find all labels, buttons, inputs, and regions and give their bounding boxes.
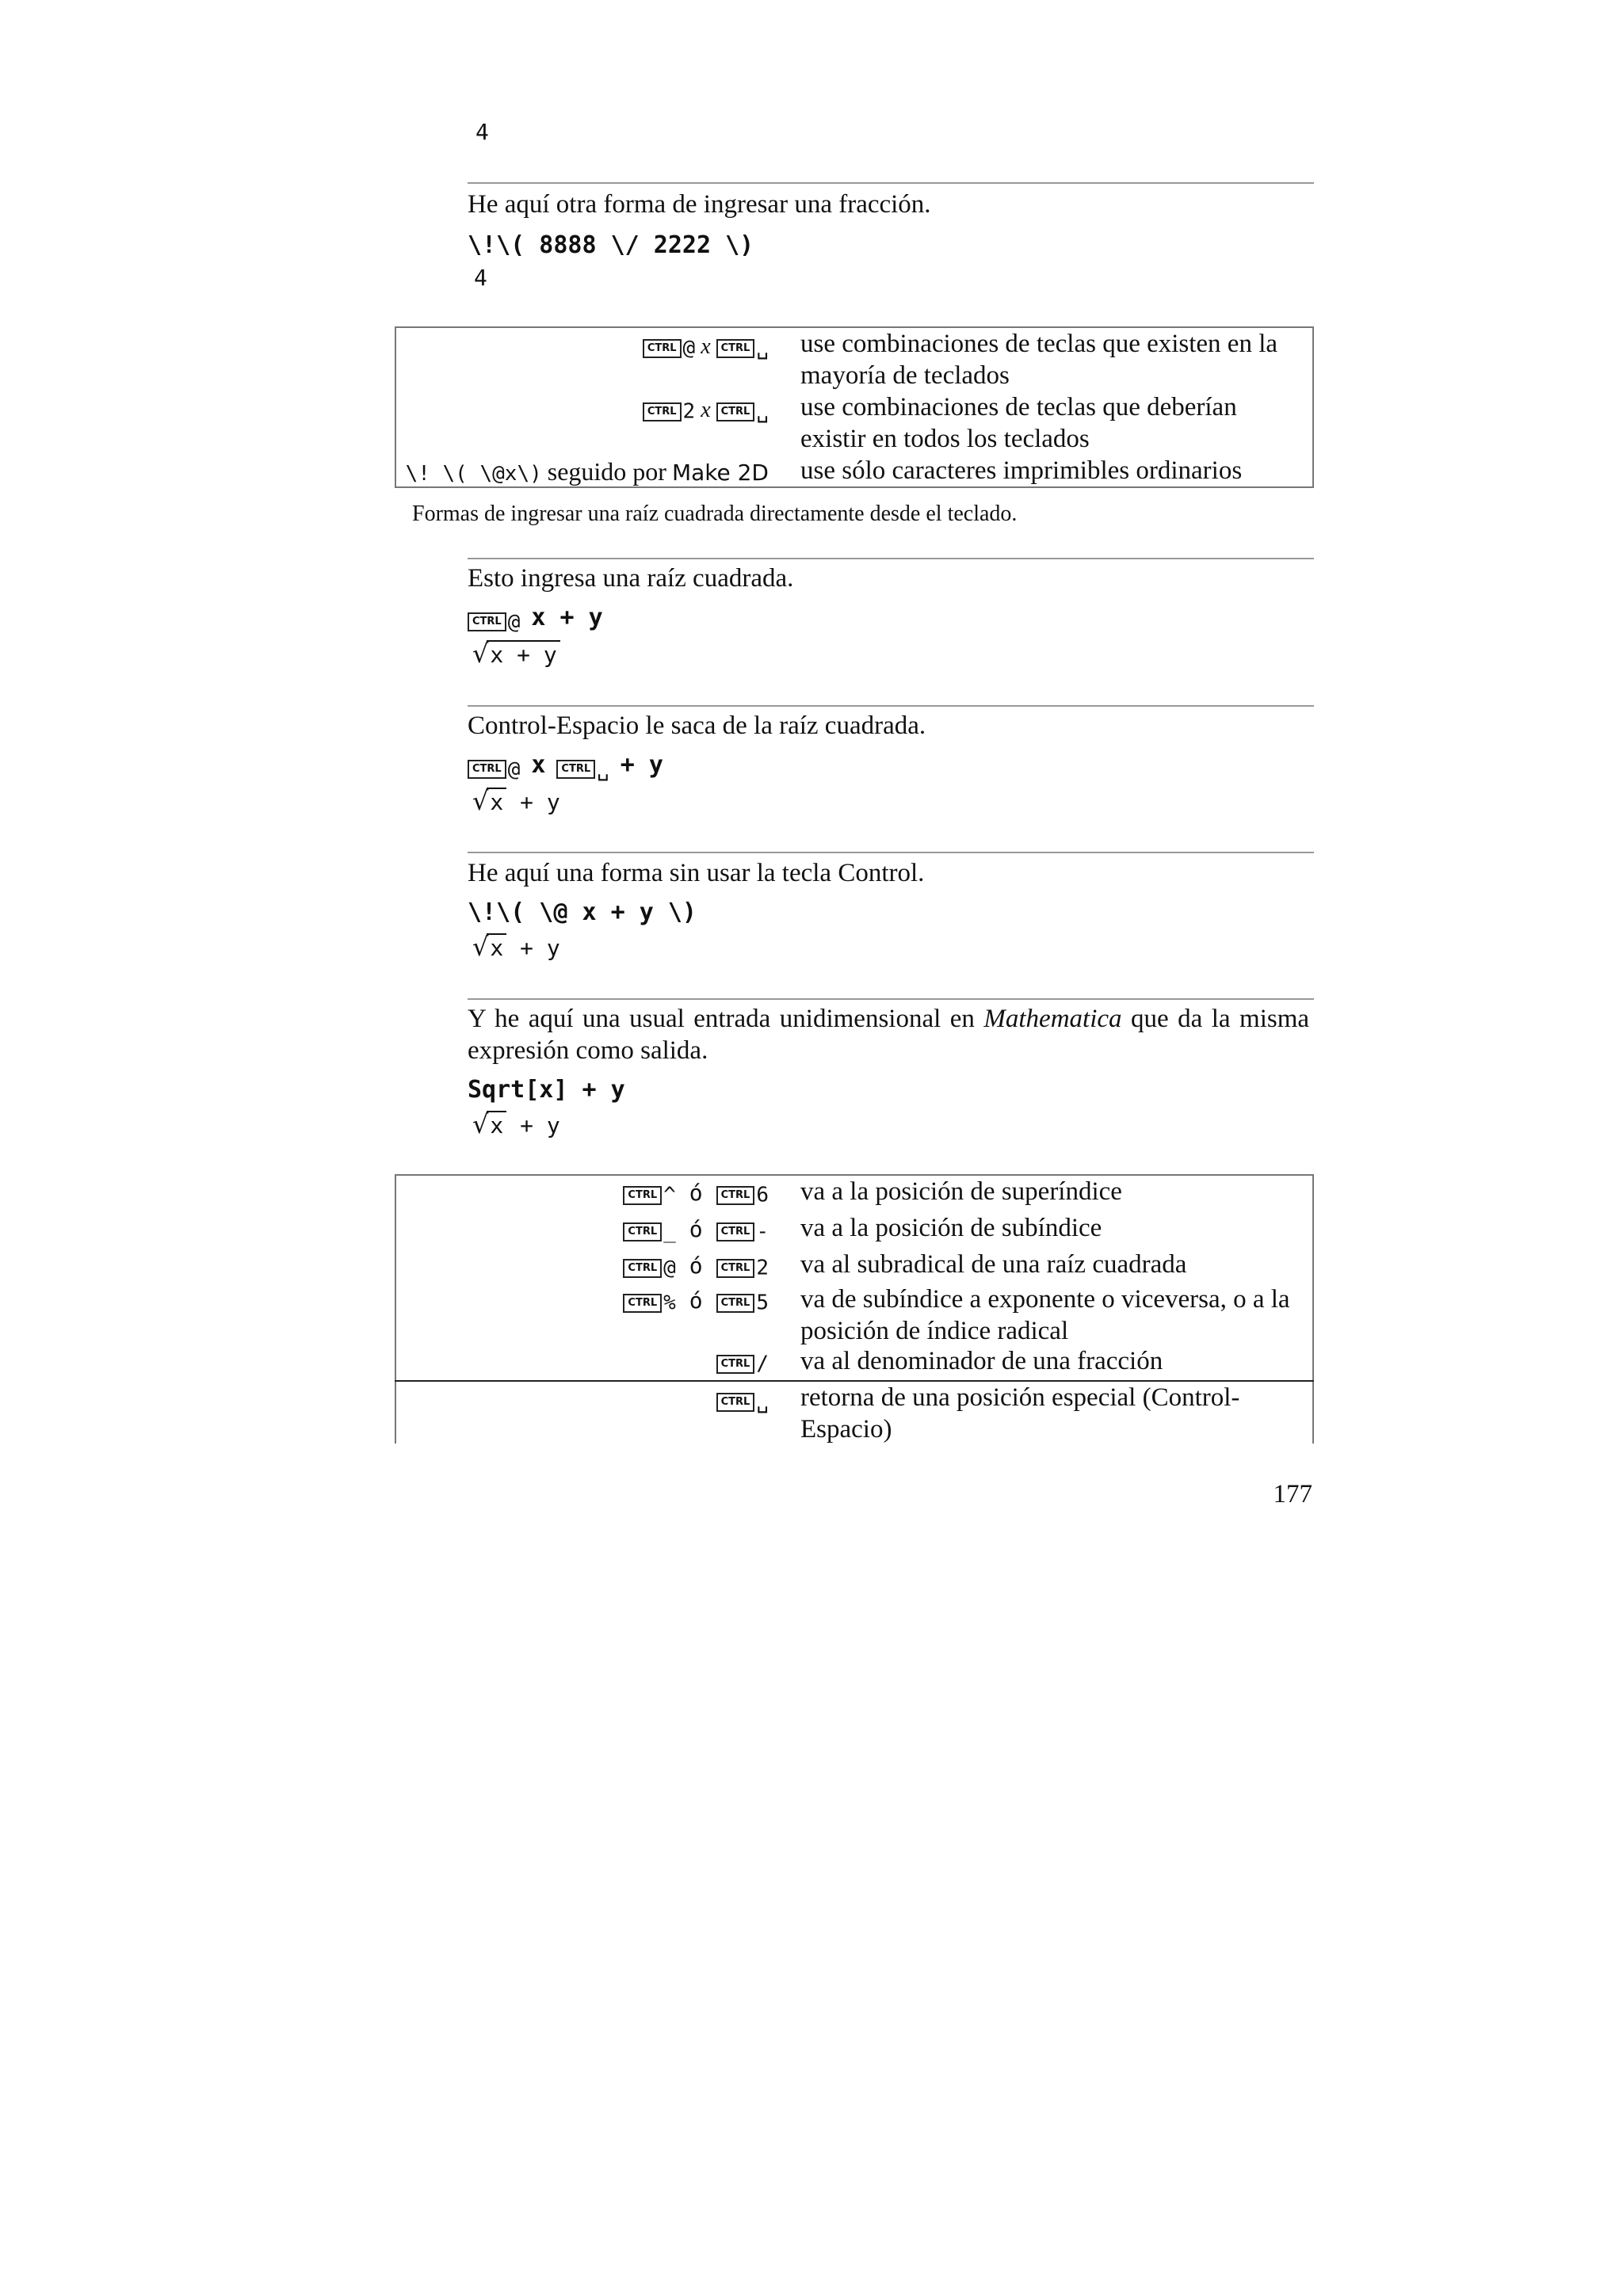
radicand: x + y (487, 640, 559, 668)
radicand: x (487, 1111, 506, 1138)
cell-text: He aquí otra forma de ingresar una fracción. (468, 190, 931, 219)
nav-keys (404, 1285, 769, 1319)
key-char: / (756, 1352, 769, 1376)
ctrl-key-icon: CTRL (716, 1355, 755, 1374)
key-char: @ (663, 1256, 676, 1280)
ctrl-key-icon: CTRL (716, 1186, 755, 1205)
cell-divider (468, 705, 1314, 707)
sqrt-icon: √ (472, 932, 489, 962)
key-char: 2 (682, 399, 696, 424)
ctrl-key-icon: CTRL (623, 1294, 662, 1313)
shortcut-desc: use sólo caracteres imprimibles ordinarios (800, 456, 1243, 485)
or-sep: ó (689, 1253, 703, 1279)
radicand: x (487, 788, 506, 815)
cell-input: Sqrt[x] + y (468, 1076, 625, 1104)
nav-keys (404, 1177, 769, 1211)
cell-output (472, 1109, 560, 1139)
or-sep: ó (689, 1287, 703, 1314)
ctrl-key-icon: CTRL (623, 1259, 662, 1278)
ctrl-key-icon: CTRL (716, 1259, 755, 1278)
shortcut-keys (404, 456, 769, 490)
key-char: ␣ (756, 336, 769, 360)
cell-output (472, 932, 560, 962)
key-char: @ (507, 610, 521, 635)
key-var: x (701, 334, 711, 359)
key-char: @ (682, 336, 696, 360)
nav-desc: va a la posición de subíndice (800, 1214, 1102, 1242)
ctrl-key-icon: CTRL (468, 612, 506, 631)
cell-divider (468, 558, 1314, 559)
ctrl-key-icon: CTRL (716, 1294, 755, 1313)
key-char: % (663, 1291, 676, 1315)
sqrt-icon: √ (472, 1109, 489, 1139)
nav-keys (404, 1347, 769, 1380)
nav-desc: va a la posición de superíndice (800, 1177, 1122, 1206)
nav-keys (404, 1214, 769, 1248)
cell-text: Esto ingresa una raíz cuadrada. (468, 564, 794, 593)
cell-text: He aquí una forma sin usar la tecla Control. (468, 859, 925, 887)
key-char: @ (507, 757, 521, 782)
radicand: x (487, 933, 506, 961)
nav-desc: va al subradical de una raíz cuadrada (800, 1250, 1187, 1279)
ctrl-key-icon: CTRL (716, 339, 755, 358)
text-part: Y he aquí una usual entrada unidimensional en (468, 1005, 975, 1033)
key-char: 5 (756, 1291, 769, 1315)
output-rest: + y (520, 789, 560, 815)
between-text: seguido por (547, 457, 666, 486)
key-char: - (756, 1219, 769, 1244)
output-rest: + y (520, 935, 560, 961)
key-var: x (701, 398, 711, 422)
key-char: ␣ (597, 757, 609, 782)
input-expr: + y (620, 751, 663, 779)
cell-input (468, 751, 663, 781)
sqrt-icon: √ (472, 786, 489, 816)
cell-input: \!\( \@ x + y \) (468, 898, 697, 926)
nav-desc: va de subíndice a exponente o viceversa, o a la posición de índice radical (800, 1285, 1290, 1345)
cell-output: 4 (474, 265, 487, 291)
ctrl-key-icon: CTRL (643, 339, 682, 358)
key-char: ␣ (756, 1390, 769, 1414)
input-expr: x + y (531, 604, 603, 631)
cell-text (468, 1003, 1309, 1066)
sqrt-icon: √ (472, 639, 489, 669)
nav-keys (404, 1250, 769, 1284)
nav-keys (404, 1385, 769, 1418)
output-rest: + y (520, 1112, 560, 1138)
shortcut-desc: use combinaciones de teclas que existen en la mayoría de teclados (800, 330, 1278, 390)
ctrl-key-icon: CTRL (623, 1186, 662, 1205)
cell-output (472, 786, 560, 816)
ctrl-key-icon: CTRL (623, 1222, 662, 1241)
ctrl-key-icon: CTRL (716, 402, 755, 421)
product-name: Mathematica (983, 1005, 1122, 1033)
nav-desc: va al denominador de una fracción (800, 1347, 1163, 1375)
or-sep: ó (689, 1180, 703, 1206)
input-expr: x (531, 751, 546, 779)
key-char: 2 (756, 1256, 769, 1280)
cell-output (472, 639, 560, 669)
key-char: ^ (663, 1183, 676, 1207)
key-char: ␣ (756, 399, 769, 424)
ctrl-key-icon: CTRL (468, 760, 506, 779)
shortcut-keys (404, 331, 769, 364)
nav-desc: retorna de una posición especial (Control-Espacio) (800, 1383, 1240, 1444)
cell-divider (468, 852, 1314, 853)
page-number: 177 (1273, 1480, 1312, 1508)
cell-divider (468, 998, 1314, 1000)
ctrl-key-icon: CTRL (556, 760, 595, 779)
cell-text: Control-Espacio le saca de la raíz cuadrada. (468, 711, 926, 740)
key-char: 6 (756, 1183, 769, 1207)
make-2d-label: Make 2D (671, 460, 769, 486)
cell-divider (468, 182, 1314, 184)
shortcut-keys (404, 395, 769, 428)
ctrl-key-icon: CTRL (716, 1222, 755, 1241)
table-caption: Formas de ingresar una raíz cuadrada directamente desde el teclado. (412, 502, 1018, 526)
output-top: 4 (475, 119, 489, 145)
text-part: que da la misma expresión como salida. (468, 1005, 1310, 1065)
code-text: \! \( \@x\) (405, 462, 542, 486)
ctrl-key-icon: CTRL (643, 402, 682, 421)
cell-input (468, 604, 603, 634)
cell-input: \!\( 8888 \/ 2222 \) (468, 231, 754, 259)
key-char: _ (663, 1219, 676, 1244)
ctrl-key-icon: CTRL (716, 1393, 755, 1412)
or-sep: ó (689, 1216, 703, 1242)
shortcut-desc: use combinaciones de teclas que deberían existir en todos los teclados (800, 393, 1237, 453)
